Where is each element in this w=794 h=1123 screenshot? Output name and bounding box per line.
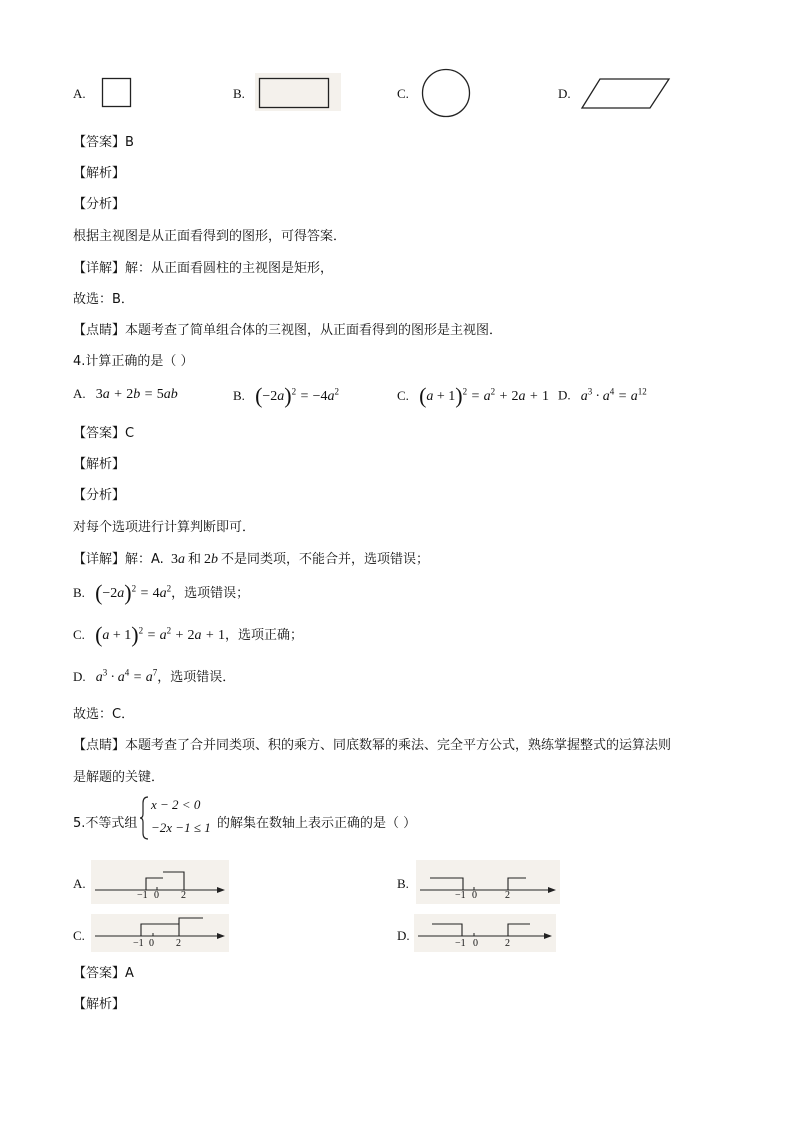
q3-answer: 【答案】B (73, 135, 134, 150)
q5-option-b-label: B. (397, 876, 409, 891)
q4-detail-prefix: 【详解】解：A. (73, 552, 164, 567)
q5-b-tick-0: 0 (472, 890, 477, 901)
q3-option-c-label: C. (397, 86, 409, 101)
q4-option-d-formula: $a^3 \cdot a^4 = a^{12}$ (580, 386, 647, 404)
q4-option-a-formula: 3a + 2b = 5ab (95, 387, 178, 402)
q4-comment-line2: 是解题的关键． (73, 770, 165, 785)
q4-option-a (73, 386, 178, 403)
q5-answer: 【答案】A (73, 966, 134, 981)
q5-a-tick-0: 0 (154, 890, 159, 901)
q3-comment: 【点睛】本题考查了简单组合体的三视图，从正面看得到的图形是主视图． (73, 323, 503, 338)
q5-jiexi-heading: 【解析】 (73, 997, 126, 1012)
q4-detail-d-label: D. (73, 669, 86, 684)
q5-option-a-label: A. (73, 876, 86, 891)
q4-detail-c (73, 622, 303, 648)
q4-detail-a-term1: 3a (170, 552, 185, 567)
square-icon (101, 77, 133, 109)
q5-stem-prefix: 5.不等式组 (73, 816, 138, 831)
q4-option-d-label: D. (558, 387, 571, 403)
q4-detail-c-tail: ，选项正确； (224, 628, 303, 643)
q4-detail-b-formula: $(-2a)^2 = 4a^2$ (95, 580, 172, 605)
q4-option-b-formula: $(-2a)^2 = -4a^2$ (255, 383, 339, 408)
q3-choose: 故选：B． (73, 292, 134, 307)
q5-d-tick-2: 2 (505, 938, 510, 949)
number-line-b-icon (416, 860, 560, 904)
q3-detail: 【详解】解：从正面看圆柱的主视图是矩形， (73, 261, 334, 276)
q3-analysis: 根据主视图是从正面看得到的图形，可得答案． (73, 229, 347, 244)
circle-icon (420, 67, 472, 119)
q4-option-c (397, 383, 549, 409)
number-line-a-icon (91, 860, 229, 904)
q4-detail-a-tail: 不是同类项，不能合并，选项错误； (220, 552, 429, 567)
q5-c-tick-2: 2 (176, 938, 181, 949)
q5-b-tick-m1: −1 (455, 890, 466, 901)
q4-choose: 故选：C． (73, 707, 135, 722)
q4-analysis: 对每个选项进行计算判断即可． (73, 520, 256, 535)
q3-option-b-label: B. (233, 86, 245, 101)
q4-detail-a-mid: 和 (187, 552, 201, 567)
q5-option-d-label: D. (397, 928, 410, 943)
q5-b-tick-2: 2 (505, 890, 510, 901)
q3-jiexi-heading: 【解析】 (73, 166, 126, 181)
q4-option-a-label: A. (73, 386, 86, 401)
q4-comment-line1: 【点睛】本题考查了合并同类项、积的乘方、同底数幂的乘法、完全平方公式，熟练掌握整式的运算法则 (73, 738, 672, 753)
q4-detail-d (73, 666, 235, 686)
q3-option-d-label: D. (558, 86, 571, 101)
q4-detail-a (73, 548, 429, 568)
q5-d-tick-0: 0 (473, 938, 478, 949)
q4-detail-d-formula: $a^3 \cdot a^4 = a^7$ (95, 667, 158, 685)
q5-c-tick-0: 0 (149, 938, 154, 949)
q5-a-tick-m1: −1 (137, 890, 148, 901)
q5-system-line1: x − 2 < 0 (151, 797, 201, 812)
rectangle-icon (258, 77, 332, 110)
q5-d-tick-m1: −1 (455, 938, 466, 949)
q4-option-c-formula: $(a + 1)^2 = a^2 + 2a + 1$ (419, 383, 549, 408)
q4-detail-b-tail: ，选项错误； (171, 586, 250, 601)
q4-stem: 4.计算正确的是（ ） (73, 354, 194, 369)
q4-jiexi-heading: 【解析】 (73, 457, 126, 472)
number-line-c-icon (91, 914, 229, 952)
q3-fenxi-heading: 【分析】 (73, 197, 126, 212)
q4-detail-b-label: B. (73, 585, 85, 600)
q5-a-tick-2: 2 (181, 890, 186, 901)
q4-detail-c-formula: $(a + 1)^2 = a^2 + 2a + 1$ (95, 622, 225, 647)
q4-answer: 【答案】C (73, 426, 135, 441)
q4-option-c-label: C. (397, 388, 409, 403)
q4-option-d (558, 386, 647, 405)
q4-detail-d-tail: ，选项错误． (157, 670, 236, 685)
q4-detail-a-term2: 2b (203, 552, 218, 567)
q4-detail-b (73, 580, 249, 606)
q5-brace (140, 795, 150, 841)
q5-c-tick-m1: −1 (133, 938, 144, 949)
q5-stem-suffix: 的解集在数轴上表示正确的是（ ） (217, 816, 417, 831)
q5-system-line2: −2x −1 ≤ 1 (151, 820, 211, 835)
parallelogram-icon (580, 77, 672, 111)
q3-option-a-label: A. (73, 86, 86, 101)
number-line-d-icon (414, 914, 556, 952)
q4-option-b-label: B. (233, 388, 245, 403)
q4-option-b (233, 383, 339, 409)
q4-fenxi-heading: 【分析】 (73, 488, 126, 503)
q4-detail-c-label: C. (73, 627, 85, 642)
q5-option-c-label: C. (73, 928, 85, 943)
